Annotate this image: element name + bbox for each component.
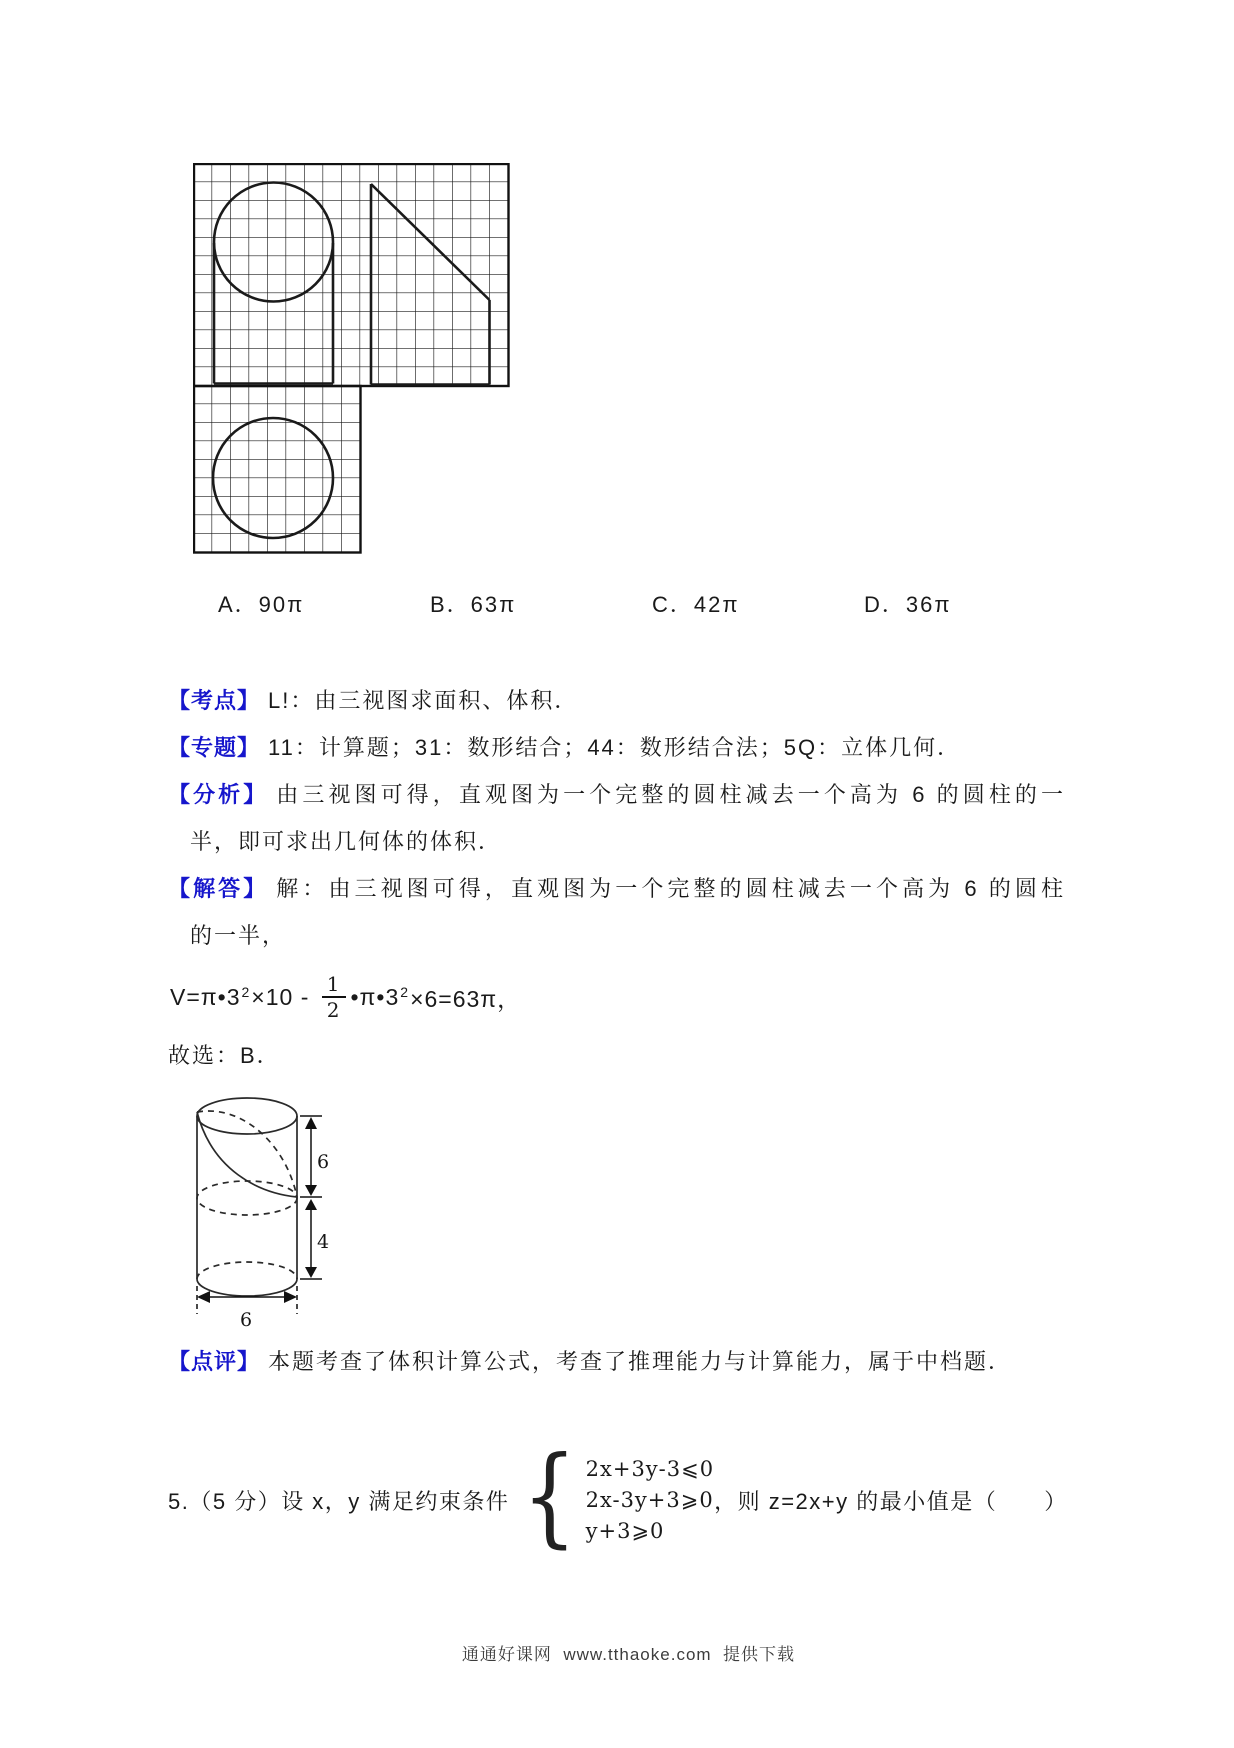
conclusion-text: 故选：B．	[168, 1043, 281, 1068]
left-brace: {	[522, 1434, 579, 1559]
jieda-text-1: 解：由三视图可得，直观图为一个完整的圆柱减去一个高为 6 的圆柱	[276, 876, 1065, 901]
fenxi-text-2: 半，即可求出几何体的体积．	[190, 829, 503, 854]
fenxi-label: 【分析】	[168, 782, 269, 807]
dianping-line	[168, 1347, 1012, 1377]
arrowheads	[197, 1117, 317, 1303]
kaodian-label: 【考点】	[168, 688, 261, 713]
question-5-suffix: ，则 z=2x+y 的最小值是（ ）	[714, 1488, 1068, 1514]
constraint-3: y+3⩾0	[585, 1518, 665, 1543]
constraint-1: 2x+3y-3⩽0	[585, 1456, 715, 1481]
dianping-label: 【点评】	[168, 1349, 261, 1374]
grid-upper-region	[194, 164, 509, 386]
jieda-text-2: 的一半，	[190, 923, 287, 948]
oblique-cut-back-arc	[197, 1111, 297, 1197]
cylinder-bottom-back-arc	[197, 1262, 297, 1279]
kaodian-line	[168, 686, 578, 716]
footer-text: 通通好课网 www.tthaoke.com 提供下载	[461, 1645, 796, 1664]
cylinder-figure	[170, 1086, 335, 1334]
volume-formula: V=π•3 2 ×10 - $\frac{1}{2}$ •π•3 2 ×6=63π，	[170, 972, 522, 1022]
fenxi-line-2	[190, 827, 502, 857]
jieda-line-1	[168, 874, 1065, 904]
jieda-label: 【解答】	[168, 876, 269, 901]
grid-lower-region	[194, 386, 361, 553]
zhuanti-label: 【专题】	[168, 735, 261, 760]
fenxi-line-1	[168, 780, 1065, 810]
option-a: A．90π	[218, 592, 305, 617]
conclusion-line	[168, 1041, 281, 1071]
cylinder-sides	[197, 1116, 297, 1279]
fraction-numerator: 1	[322, 972, 346, 998]
option-c: C．42π	[652, 592, 740, 617]
kaodian-text: L!：由三视图求面积、体积．	[268, 688, 579, 713]
constraint-2: 2x-3y+3⩾0	[585, 1487, 714, 1512]
jieda-line-2	[190, 921, 286, 951]
formula-part-4: ×6=63π，	[410, 985, 522, 1012]
cylinder-bottom-front-arc	[197, 1279, 297, 1296]
zhuanti-line	[168, 733, 961, 763]
one-half-fraction	[322, 972, 346, 1022]
formula-part-3: •π•3	[350, 983, 400, 1010]
answer-options-row	[0, 588, 1234, 618]
three-view-grid-figure	[193, 163, 511, 555]
fraction-denominator: 2	[326, 998, 341, 1022]
formula-part-2: ×10 -	[251, 983, 317, 1010]
page-footer	[0, 1620, 1234, 1685]
question-5	[168, 1434, 1068, 1559]
dim-label-lower-height: 4	[317, 1231, 330, 1253]
constraint-system	[586, 1454, 714, 1547]
cylinder-top-ellipse	[197, 1098, 297, 1134]
fenxi-text-1: 由三视图可得，直观图为一个完整的圆柱减去一个高为 6 的圆柱的一	[276, 782, 1065, 807]
dim-label-upper-height: 6	[317, 1151, 330, 1173]
zhuanti-text: 11：计算题；31：数形结合；44：数形结合法；5Q：立体几何．	[268, 735, 962, 760]
question-5-prefix: 5.（5 分）设 x，y 满足约束条件	[168, 1488, 510, 1514]
dim-label-diameter: 6	[240, 1309, 253, 1331]
option-d: D．36π	[864, 592, 952, 617]
option-b: B．63π	[430, 592, 517, 617]
dianping-text: 本题考查了体积计算公式，考查了推理能力与计算能力，属于中档题．	[268, 1349, 1013, 1374]
oblique-cut-front-arc	[197, 1112, 297, 1197]
formula-part-1: V=π•3	[170, 983, 241, 1010]
cylinder-middle-dashed-ellipse	[197, 1181, 297, 1215]
